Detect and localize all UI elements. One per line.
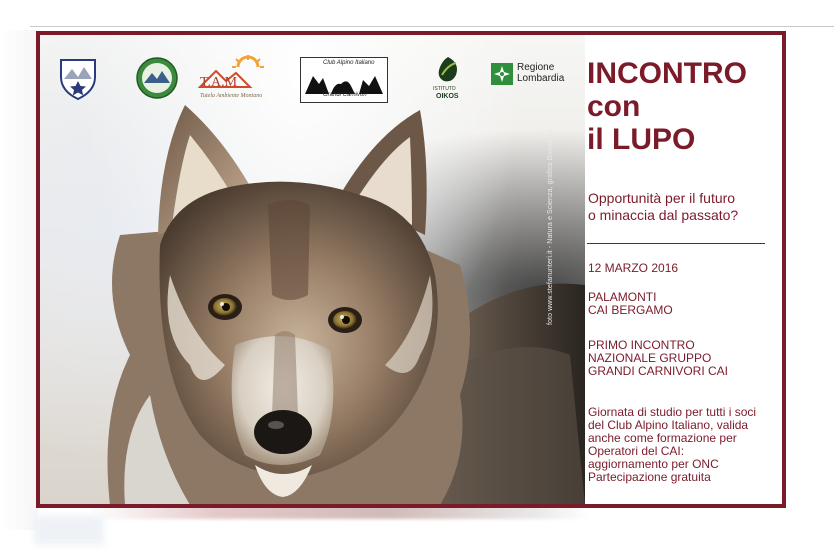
subtitle-line: Opportunità per il futuro bbox=[588, 190, 736, 206]
description-line: Operatori del CAI: bbox=[588, 444, 685, 458]
istituto-label: ISTITUTO bbox=[433, 86, 456, 92]
description-line: Giornata di studio per tutti i soci bbox=[588, 405, 757, 419]
underlying-image-fragment bbox=[34, 515, 104, 545]
venue-line: PALAMONTI bbox=[588, 290, 657, 304]
event-date: 12 MARZO 2016 bbox=[588, 261, 679, 275]
tam-logo-icon bbox=[198, 53, 268, 103]
tam-logo-text: T.A.M bbox=[200, 75, 238, 90]
title-line: INCONTRO bbox=[587, 57, 747, 90]
regione-label: Regione bbox=[517, 62, 555, 73]
grandi-carnivori-logo-text: Grandi Carnivori bbox=[323, 92, 367, 98]
event-venue bbox=[588, 291, 786, 317]
title-line: con bbox=[587, 90, 641, 123]
description-line: Partecipazione gratuita bbox=[588, 470, 711, 484]
poster-text-panel bbox=[587, 35, 786, 504]
istituto-oikos-logo-icon bbox=[430, 55, 466, 103]
event-poster bbox=[36, 31, 786, 508]
venue-line: CAI BERGAMO bbox=[588, 303, 673, 317]
lombardia-label: Lombardia bbox=[517, 73, 565, 84]
regione-lombardia-logo-icon bbox=[491, 61, 581, 87]
club-alpino-logo-text: Club Alpino Italiano bbox=[323, 60, 375, 66]
poster-title bbox=[587, 57, 747, 156]
club-alpino-grandi-carnivori-logo-icon bbox=[300, 57, 388, 103]
title-line: il LUPO bbox=[587, 123, 696, 156]
tam-logo-subtext: Tutela Ambiente Montano bbox=[200, 93, 263, 99]
photo-credit: foto www.stefanunteri.it - Natura e Scienza, grafica Donadoni bbox=[547, 129, 554, 325]
meeting-line: GRANDI CARNIVORI CAI bbox=[588, 364, 729, 378]
event-description bbox=[588, 406, 786, 484]
top-divider bbox=[30, 26, 834, 27]
wolf-photo bbox=[40, 35, 585, 504]
meeting-line: PRIMO INCONTRO bbox=[588, 338, 695, 352]
description-line: anche come formazione per bbox=[588, 431, 737, 445]
poster-subtitle bbox=[588, 190, 786, 224]
sponsor-logos bbox=[58, 49, 578, 105]
description-line: aggiornamento per ONC bbox=[588, 457, 719, 471]
subtitle-line: o minaccia dal passato? bbox=[588, 207, 739, 223]
meeting-title bbox=[588, 339, 786, 378]
meeting-line: NAZIONALE GRUPPO bbox=[588, 351, 712, 365]
title-divider bbox=[587, 243, 765, 244]
page-left-margin bbox=[0, 30, 38, 530]
wolf-illustration bbox=[40, 35, 585, 504]
oikos-label: OIKOS bbox=[436, 93, 459, 100]
description-line: del Club Alpino Italiano, valida bbox=[588, 418, 749, 432]
